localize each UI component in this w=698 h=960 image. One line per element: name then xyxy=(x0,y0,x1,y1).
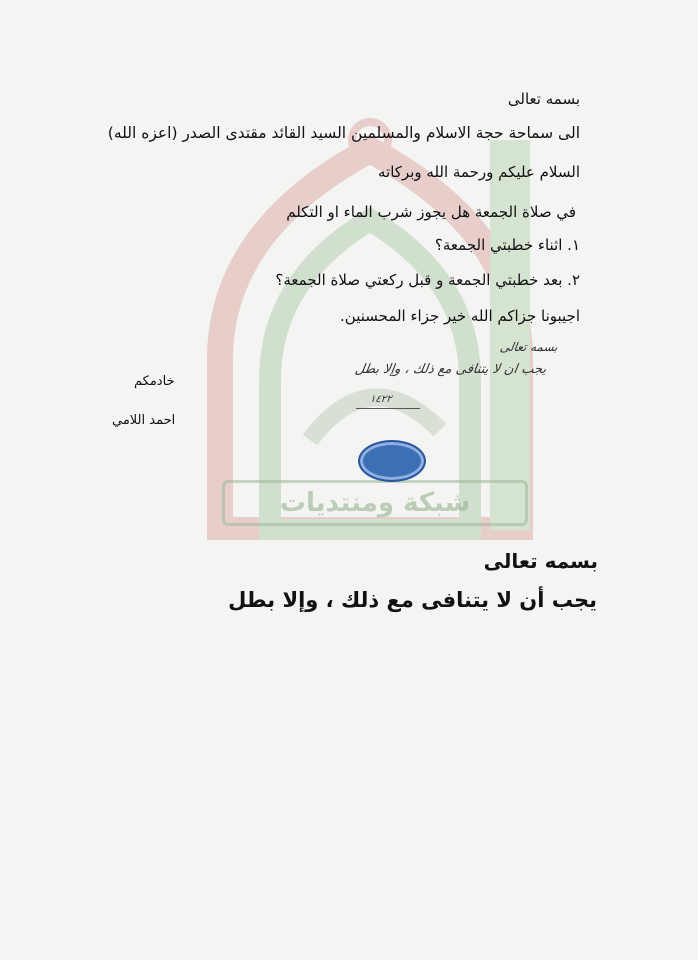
handwritten-answer: يجب ان لا يتنافى مع ذلك ، وإلا بطل xyxy=(353,362,548,377)
date-underline xyxy=(356,408,420,409)
sender-servant-label: خادمكم xyxy=(134,374,175,389)
letter-closing: اجيبونا جزاكم الله خير جزاء المحسنين. xyxy=(340,307,580,325)
letter-greeting: السلام عليكم ورحمة الله وبركاته xyxy=(378,163,580,181)
letter-heading: بسمه تعالى xyxy=(507,90,580,108)
letter-item-2: ٢. بعد خطبتي الجمعة و قبل ركعتي صلاة الجمعة؟ xyxy=(275,271,580,289)
sender-name: احمد اللامي xyxy=(112,413,176,428)
watermark-text: شبكة ومنتديات xyxy=(222,480,528,526)
answer-heading: بسمه تعالى xyxy=(483,549,598,573)
answer-text: يجب أن لا يتنافى مع ذلك ، وإلا بطل xyxy=(228,588,597,612)
letter-addressee: الى سماحة حجة الاسلام والمسلمين السيد القائد مقتدى الصدر (اعزه الله) xyxy=(107,124,580,142)
handwritten-date: ١٤٢٢ xyxy=(369,394,393,405)
office-seal-stamp xyxy=(358,440,426,482)
letter-question-intro: في صلاة الجمعة هل يجوز شرب الماء او التكلم xyxy=(286,203,576,221)
letter-item-1: ١. اثناء خطبتي الجمعة؟ xyxy=(434,236,580,254)
handwritten-heading: بسمه تعالى xyxy=(499,340,559,354)
